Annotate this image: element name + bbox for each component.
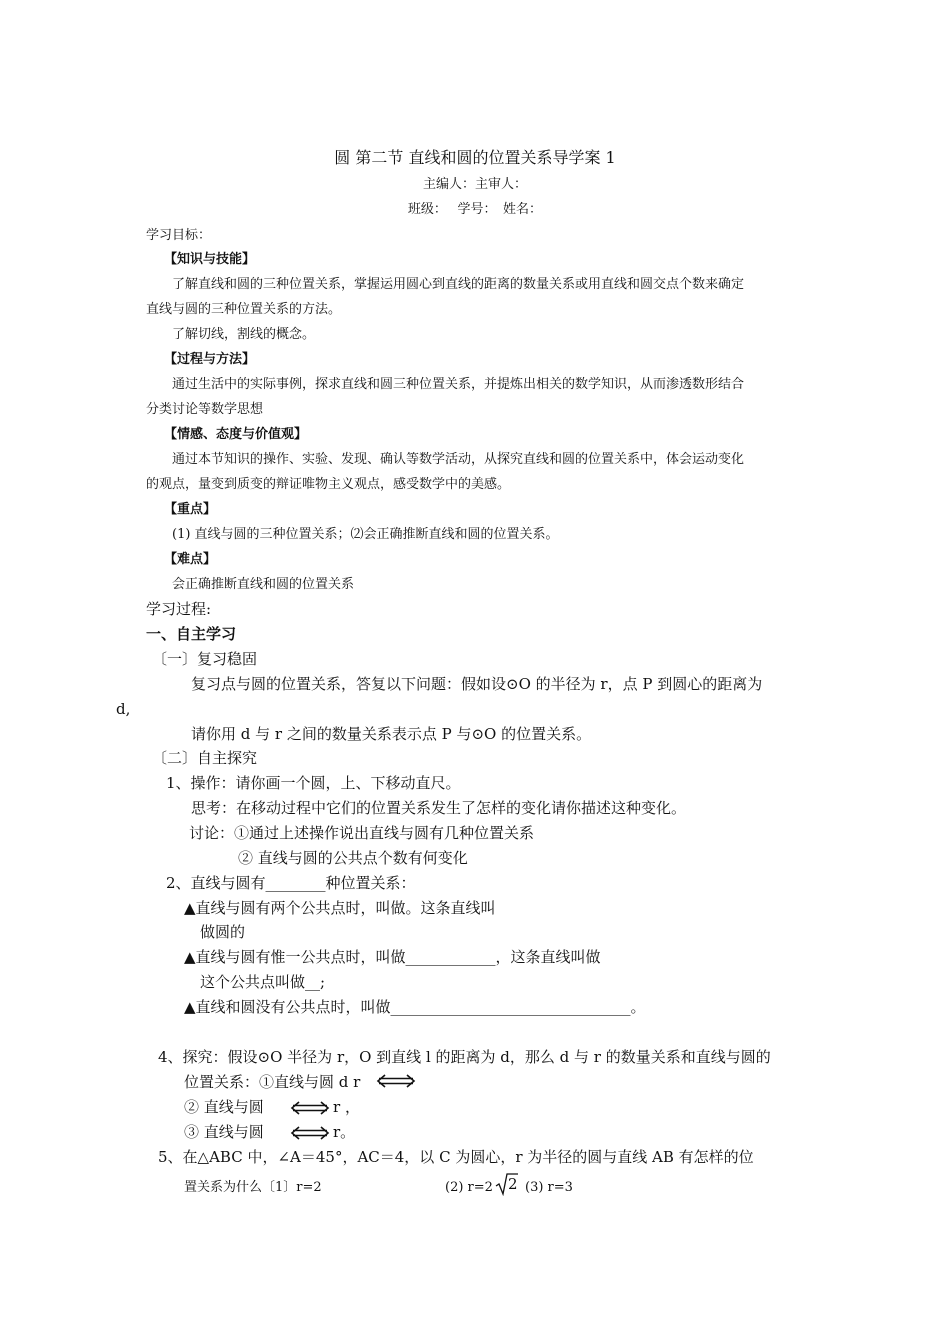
item-4-line-3: ② 直线与圆 bbox=[184, 1098, 264, 1116]
knowledge-text-1: 了解直线和圆的三种位置关系，掌握运用圆心到直线的距离的数量关系或用直线和圆交点个数来确定 bbox=[172, 277, 745, 292]
item-4-line-2: 位置关系：①直线与圆 d r bbox=[184, 1073, 361, 1091]
item-4-line-3-end: r ， bbox=[333, 1098, 360, 1116]
objectives-heading: 学习目标： bbox=[146, 228, 212, 243]
key-points-heading: 【重点】 bbox=[164, 502, 217, 517]
item-1-think: 思考：在移动过程中它们的位置关系发生了怎样的变化请你描述这种变化。 bbox=[191, 799, 687, 817]
editors-line: 主编人：主审人： bbox=[422, 177, 527, 192]
process-heading: 学习过程: bbox=[146, 600, 212, 618]
item-5-case-3: (3) r=3 bbox=[525, 1180, 573, 1195]
item-2-a-wrap: 做圆的 bbox=[200, 923, 246, 941]
double-arrow-icon bbox=[290, 1101, 330, 1115]
item-5-sqrt-radicand: 2 bbox=[508, 1175, 518, 1193]
attitude-text-1: 通过本节知识的操作、实验、发现、确认等数学活动，从探究直线和圆的位置关系中，体会运动变化 bbox=[172, 452, 745, 467]
page-title: 圆 第二节 直线和圆的位置关系导学案 1 bbox=[334, 148, 616, 167]
item-5-case-2: (2) r=2 bbox=[445, 1180, 493, 1195]
item-4-line-4: ③ 直线与圆 bbox=[184, 1123, 264, 1141]
knowledge-text-3: 了解切线，割线的概念。 bbox=[172, 327, 316, 342]
process-method-text-2: 分类讨论等数学思想 bbox=[146, 402, 264, 417]
review-subheading: 〔一〕复习稳固 bbox=[152, 650, 258, 668]
review-text-1-wrap: d, bbox=[116, 700, 131, 718]
item-4-line-4-end: r。 bbox=[333, 1123, 356, 1141]
process-method-text-1: 通过生活中的实际事例，探求直线和圆三种位置关系，并提炼出相关的数学知识，从而渗透数形结合 bbox=[172, 377, 745, 392]
item-2-b: ▲直线与圆有惟一公共点时，叫做____________，这条直线叫做 bbox=[184, 948, 601, 966]
process-method-heading: 【过程与方法】 bbox=[164, 352, 256, 367]
double-arrow-icon bbox=[376, 1074, 416, 1088]
item-2-b-wrap: 这个公共点叫做__; bbox=[200, 973, 326, 991]
double-arrow-icon bbox=[290, 1126, 330, 1140]
key-points-text: (1) 直线与圆的三种位置关系；⑵会正确推断直线和圆的位置关系。 bbox=[172, 527, 559, 542]
item-2: 2、直线与圆有________种位置关系： bbox=[166, 874, 416, 892]
item-1-discuss-2: ② 直线与圆的公共点个数有何变化 bbox=[238, 849, 468, 867]
section-self-study-heading: 一、自主学习 bbox=[146, 625, 237, 643]
item-1-operation: 1、操作：请你画一个圆，上、下移动直尺。 bbox=[166, 774, 461, 792]
item-5: 5、在△ABC 中，∠A＝45°，AC＝4，以 C 为圆心，r 为半径的圆与直线 AB 有怎样的位 bbox=[158, 1148, 754, 1166]
attitude-heading: 【情感、态度与价值观】 bbox=[164, 427, 308, 442]
difficulty-text: 会正确推断直线和圆的位置关系 bbox=[172, 577, 355, 592]
explore-subheading: 〔二〕自主探究 bbox=[152, 749, 258, 767]
item-4: 4、探究：假设⊙O 半径为 r，O 到直线 l 的距离为 d，那么 d 与 r 的数量关系和直线与圆的 bbox=[158, 1048, 771, 1066]
item-1-discuss: 讨论：①通过上述操作说出直线与圆有几种位置关系 bbox=[189, 824, 535, 842]
student-info-line: 班级： 学号： 姓名： bbox=[407, 202, 543, 217]
review-text-1: 复习点与圆的位置关系，答复以下问题：假如设⊙O 的半径为 r，点 P 到圆心的距离为 bbox=[191, 675, 763, 693]
item-5-case-1: 置关系为什么〔1〕r=2 bbox=[184, 1180, 322, 1195]
knowledge-text-2: 直线与圆的三种位置关系的方法。 bbox=[146, 302, 342, 317]
review-text-2: 请你用 d 与 r 之间的数量关系表示点 P 与⊙O 的位置关系。 bbox=[191, 725, 592, 743]
difficulty-heading: 【难点】 bbox=[164, 552, 217, 567]
knowledge-heading: 【知识与技能】 bbox=[164, 252, 256, 267]
attitude-text-2: 的观点，量变到质变的辩证唯物主义观点，感受数学中的美感。 bbox=[146, 477, 511, 492]
item-2-c: ▲直线和圆没有公共点时，叫做________________________________。 bbox=[184, 998, 646, 1016]
item-2-a: ▲直线与圆有两个公共点时，叫做。这条直线叫 bbox=[184, 899, 496, 917]
